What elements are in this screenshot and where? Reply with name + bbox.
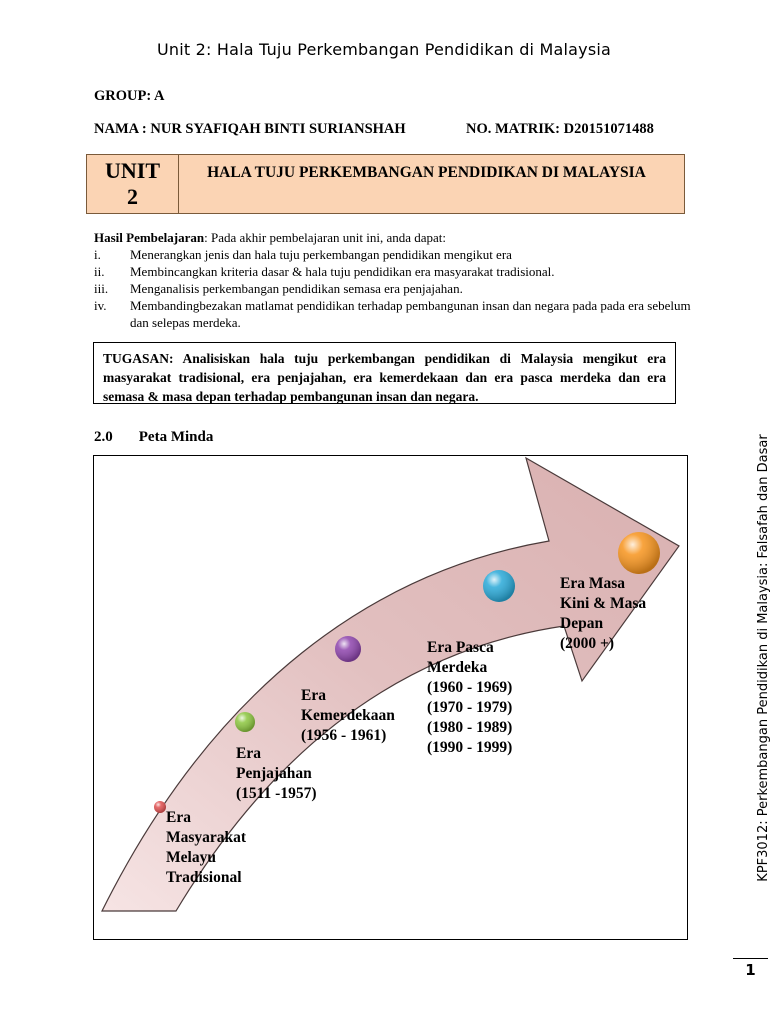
learning-outcomes-list <box>94 246 694 331</box>
list-item-text: Menganalisis perkembangan pendidikan semasa era penjajahan. <box>130 281 463 296</box>
learning-outcomes-lead <box>94 229 694 246</box>
mind-map <box>93 455 688 940</box>
era-marker-present-future-shine <box>618 532 660 574</box>
learning-outcomes-heading: Hasil Pembelajaran <box>94 230 205 245</box>
list-item-number: i. <box>94 247 101 262</box>
section-number: 2.0 <box>94 429 113 445</box>
section-heading <box>94 429 213 446</box>
era-label-post-independence: Era Pasca Merdeka (1960 - 1969) (1970 - 1979) (1980 - 1989) (1990 - 1999) <box>427 639 513 756</box>
list-item-number: ii. <box>94 264 105 279</box>
unit-number-cell <box>87 155 179 213</box>
list-item <box>94 280 694 297</box>
page-number: 1 <box>733 958 768 979</box>
task-box: TUGASAN: Analisiskan hala tuju perkembangan pendidikan di Malaysia mengikut era masyarakat tradisional, era penjajahan, era kemerdekaan dan era pasca merdeka dan era semasa & masa depan terhadap pembangunan insan dan negara. <box>93 342 676 404</box>
group-label: GROUP: A <box>94 88 165 104</box>
era-label-colonial: Era Penjajahan (1511 -1957) <box>236 745 317 802</box>
era-label-present-future: Era Masa Kini & Masa Depan (2000 +) <box>560 575 647 652</box>
list-item-text: Membandingbezakan matlamat pendidikan terhadap pembangunan insan dan negara pada pada era sebelum dan selepas merdeka. <box>130 298 691 330</box>
student-name: NAMA : NUR SYAFIQAH BINTI SURIANSHAH <box>94 121 406 137</box>
unit-label: UNIT <box>104 158 160 183</box>
section-label: Peta Minda <box>138 429 214 445</box>
era-marker-independence-shine <box>335 636 361 662</box>
list-item-text: Menerangkan jenis dan hala tuju perkembangan pendidikan mengikut era <box>130 247 512 262</box>
era-marker-colonial-shine <box>235 712 255 732</box>
list-item-text: Membincangkan kriteria dasar & hala tuju pendidikan era masyarakat tradisional. <box>130 264 555 279</box>
page-title: Unit 2: Hala Tuju Perkembangan Pendidikan di Malaysia <box>156 40 612 59</box>
era-label-independence: Era Kemerdekaan (1956 - 1961) <box>301 687 395 744</box>
matric-number: NO. MATRIK: D20151071488 <box>466 121 654 137</box>
learning-outcomes-intro: : Pada akhir pembelajaran unit ini, anda dapat: <box>204 230 446 245</box>
unit-number: 2 <box>127 184 138 209</box>
list-item-number: iv. <box>94 298 107 313</box>
list-item <box>94 246 694 263</box>
unit-header-box <box>86 154 685 214</box>
learning-outcomes <box>94 229 694 331</box>
unit-title: HALA TUJU PERKEMBANGAN PENDIDIKAN DI MALAYSIA <box>207 164 646 181</box>
list-item <box>94 263 694 280</box>
list-item <box>94 297 694 331</box>
list-item-number: iii. <box>94 281 109 296</box>
course-title: KPF3012: Perkembangan Pendidikan di Malaysia: Falsafah dan Dasar <box>756 434 771 882</box>
era-marker-post-independence-shine <box>483 570 515 602</box>
era-marker-traditional-shine <box>154 801 166 813</box>
sidebar-course-title <box>744 308 771 1008</box>
era-label-traditional: Era Masyarakat Melayu Tradisional <box>166 809 247 886</box>
